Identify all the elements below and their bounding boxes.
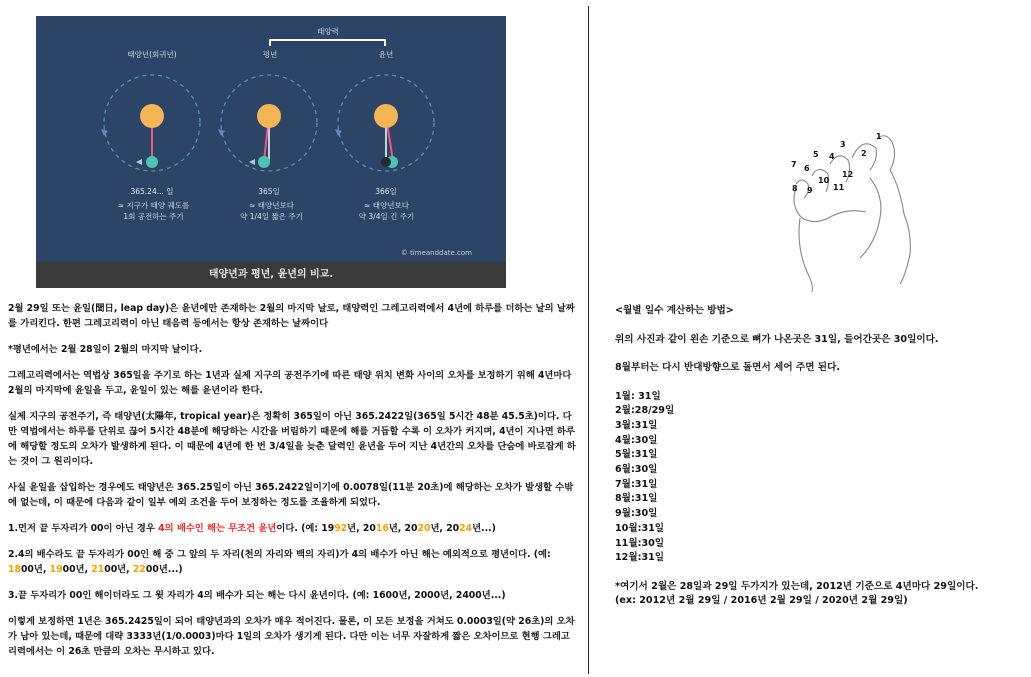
list-item: 3월:31일 bbox=[615, 419, 658, 431]
knuckle-1: 1 bbox=[876, 132, 882, 141]
knuckle-6: 6 bbox=[804, 164, 810, 173]
image-credit: © timeanddate.com bbox=[400, 249, 472, 257]
image-caption: 태양년과 평년, 윤년의 비교. bbox=[36, 262, 506, 288]
col1-note: ≈ 지구가 태양 궤도를 1회 공전하는 주기 bbox=[117, 201, 190, 221]
paragraph-tropical-year: 실제 지구의 공전주기, 즉 태양년(太陽年, tropical year)은 정확히 365일이 아닌 365.2422일(365일 5시간 48분 45.5초)이다. 다만 역법에서는 하루를 단위로 끊어 5시간 48분에 해당하는 시간을 버림하기 때문에 해를 거듭할 수록 이 오차가 커지며, 4년이 지나면 하루에 해당할 정도의 오차가 발생하게 된다. 이 때문에 4년에 한 번 3/4일을 늦춘 달력인 윤년을 두어 지난 4년간의 오차를 단숨에 바로잡게 하는 것이 그 원리이다. bbox=[8, 411, 576, 467]
knuckle-9: 9 bbox=[807, 186, 813, 195]
rule-3: 3.끝 두자리가 00인 해이더라도 그 윗 자리가 4의 배수가 되는 해는 다시 윤년이다. (예: 1600년, 2000년, 2400년...) bbox=[8, 590, 506, 601]
knuckle-12: 12 bbox=[842, 170, 854, 179]
right-article bbox=[615, 304, 1027, 609]
hand-knuckles-illustration bbox=[760, 118, 930, 293]
col2-value: 365일 bbox=[258, 187, 280, 196]
rule-1: 1.먼저 끝 두자리가 00이 아닌 경우 4의 배수인 해는 무조건 윤년이다. (예: 1992년, 2016년, 2020년, 2024년...) bbox=[8, 523, 496, 534]
rule-2: 2.4의 배수라도 끝 두자리가 00인 해 중 그 앞의 두 자리(천의 자리와 백의 자리)가 4의 배수가 아닌 해는 예외적으로 평년이다. (예: 1800년, 1900년, 2100년, 2200년...) bbox=[8, 549, 551, 575]
knuckle-2: 2 bbox=[861, 149, 867, 158]
paragraph-remaining-error: 이렇게 보정하면 1년은 365.2425일이 되어 태양년과의 오차가 매우 적어진다. 물론, 이 모든 보정을 거쳐도 0.0003일(약 26초)의 오차가 남아 있는데, 때문에 대략 3333년(1/0.0003)마다 1일의 오차가 생기게 된다. 다만 이는 너무 자잘하게 짧은 오차이므로 현행 그레고리력에서는 이 26초 만큼의 오차는 무시하고 있다. bbox=[8, 616, 575, 657]
rule-1-highlight: 4의 배수인 해는 무조건 윤년 bbox=[158, 523, 277, 534]
list-item: 1월: 31일 bbox=[615, 390, 661, 402]
paragraph-common-year: *평년에서는 2월 28일이 2월의 마지막 날이다. bbox=[8, 344, 203, 355]
calendar-comparison-image bbox=[36, 16, 506, 288]
knuckle-8: 8 bbox=[792, 184, 798, 193]
col3-note: ≈ 태양년보다 약 3/4일 긴 주기 bbox=[358, 201, 415, 221]
rule-knuckles: 위의 사진과 같이 왼손 기준으로 뼈가 나온곳은 31일, 들어간곳은 30일이다. bbox=[615, 333, 939, 345]
list-item: 12월:31일 bbox=[615, 552, 665, 564]
list-item: 6월:30일 bbox=[615, 464, 658, 476]
list-item: 10월:31일 bbox=[615, 522, 665, 534]
col3-value: 366일 bbox=[375, 187, 397, 196]
rule-august: 8월부터는 다시 반대방향으로 돌면서 세어 주면 된다. bbox=[615, 362, 840, 373]
february-example: (ex: 2012년 2월 29일 / 2016년 2월 29일 / 2020년 2월 29일) bbox=[615, 595, 908, 607]
solar-calendar-label: 태양력 bbox=[317, 27, 339, 36]
paragraph-leap-day: 2월 29일 또는 윤일(閏日, leap day)은 윤년에만 존재하는 2월의 마지막 날로, 태양력인 그레고리력에서 4년에 하루를 더하는 날의 날짜를 가리킨다. 한편 그레고리력이 아닌 태음력 등에서는 항상 존재하는 날짜이다 bbox=[8, 303, 575, 329]
list-item: 8월:31일 bbox=[615, 493, 658, 505]
knuckle-10: 10 bbox=[818, 176, 830, 185]
col1-value: 365.24... 일 bbox=[130, 187, 174, 196]
col3-title: 윤년 bbox=[378, 50, 394, 59]
paragraph-exceptions: 사실 윤일을 삽입하는 경우에도 태양년은 365.25일이 아닌 365.2422일이기에 0.0078일(11분 20초)에 해당하는 오차가 발생할 수밖에 없는데, 이 때문에 다음과 같이 일부 예외 조건을 두어 보정하는 정도를 조율하게 되었다. bbox=[8, 482, 574, 508]
list-item: 2월:28/29일 bbox=[615, 405, 675, 417]
knuckle-3: 3 bbox=[840, 140, 846, 149]
paragraph-gregorian: 그레고리력에서는 역법상 365일을 주기로 하는 1년과 실제 지구의 공전주기에 따른 태양 위치 변화 사이의 오차를 보정하기 위해 4년마다 2월의 마지막에 윤일을 두고, 윤일이 있는 해를 윤년이라 한다. bbox=[8, 370, 572, 396]
list-item: 11월:30일 bbox=[615, 537, 665, 549]
list-item: 9월:30일 bbox=[615, 508, 658, 520]
sun-icon bbox=[140, 104, 164, 128]
knuckle-7: 7 bbox=[791, 160, 797, 169]
list-item: 4월:30일 bbox=[615, 434, 658, 446]
month-day-list bbox=[615, 390, 1027, 566]
list-item: 7월:31일 bbox=[615, 478, 658, 490]
list-item: 5월:31일 bbox=[615, 449, 658, 461]
knuckle-11: 11 bbox=[833, 183, 845, 192]
col2-note: ≈ 태양년보다 약 1/4일 짧은 주기 bbox=[240, 201, 303, 221]
section-heading: <월별 일수 계산하는 방법> bbox=[615, 305, 734, 316]
knuckle-4: 4 bbox=[829, 152, 835, 161]
col2-title: 평년 bbox=[262, 50, 278, 59]
february-note: *여기서 2월은 28일과 29일 두가지가 있는데, 2012년 기준으로 4년마다 29일이다. bbox=[615, 580, 979, 592]
vertical-divider bbox=[588, 6, 589, 674]
col1-title: 태양년(회귀년) bbox=[127, 50, 177, 59]
knuckle-5: 5 bbox=[813, 150, 819, 159]
left-article bbox=[8, 301, 578, 659]
